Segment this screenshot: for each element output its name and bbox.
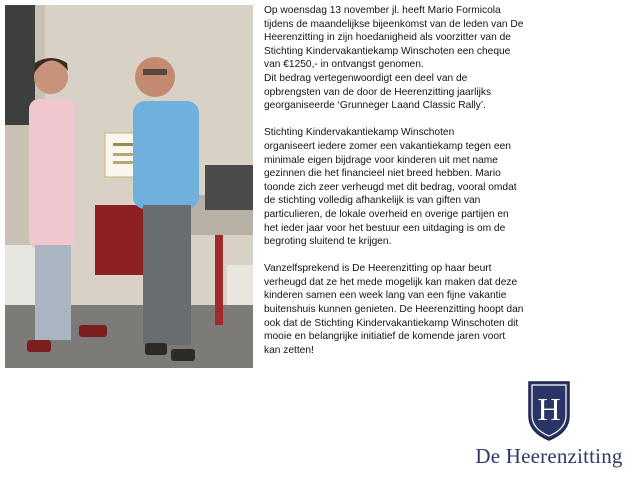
logo-name: De Heerenzitting — [475, 444, 623, 468]
paragraph-cheque: Op woensdag 13 november jl. heeft Mario Formicola tijdens de maandelijkse bijeenkomst van de leden van De Heerenzitting in zijn hoedanigheid als voorzitter van de Stichting Kindervakantiekamp Winschoten een cheque van €1250,- in ontvangst genomen. Dit bedrag vertegenwoordigt een deel van de opbrengsten van de door de Heerenzitting jaarlijks georganiseerde ‘Grunneger Laand Classic Rally’. — [264, 5, 524, 112]
heerenzitting-logo — [465, 378, 633, 474]
shield-crest-icon — [527, 380, 571, 442]
article-text — [264, 4, 634, 371]
photo-illustration — [5, 5, 253, 368]
cheque-handover-photo — [5, 5, 253, 368]
paragraph-foundation: Stichting Kindervakantiekamp Winschoten organiseert iedere zomer een vakantiekamp tegen een minimale eigen bijdrage voor kinderen uit met name gezinnen die het financieel niet breed hebben. Mario toonde zich zeer verheugd met dit bedrag, vooral omdat de stichting volledig afhankelijk is van giften van particulieren, de lokale overheid en overige partijen en het ieder jaar voor het bestuur een uitdaging is om de begroting sluitend te krijgen. — [264, 127, 517, 248]
paragraph-closing: Vanzelfsprekend is De Heerenzitting op haar beurt verheugd dat ze het mede mogelijk kan maken dat deze kinderen samen een week lang van een fijne vakantie buitenshuis kunnen genieten. De Heerenzitting hoopt dan ook dat de Stichting Kindervakantiekamp Winschoten dit mooie en belangrijke initiatief de komende jaren voort kan zetten! — [264, 263, 524, 356]
shield-monogram: H — [537, 391, 561, 427]
